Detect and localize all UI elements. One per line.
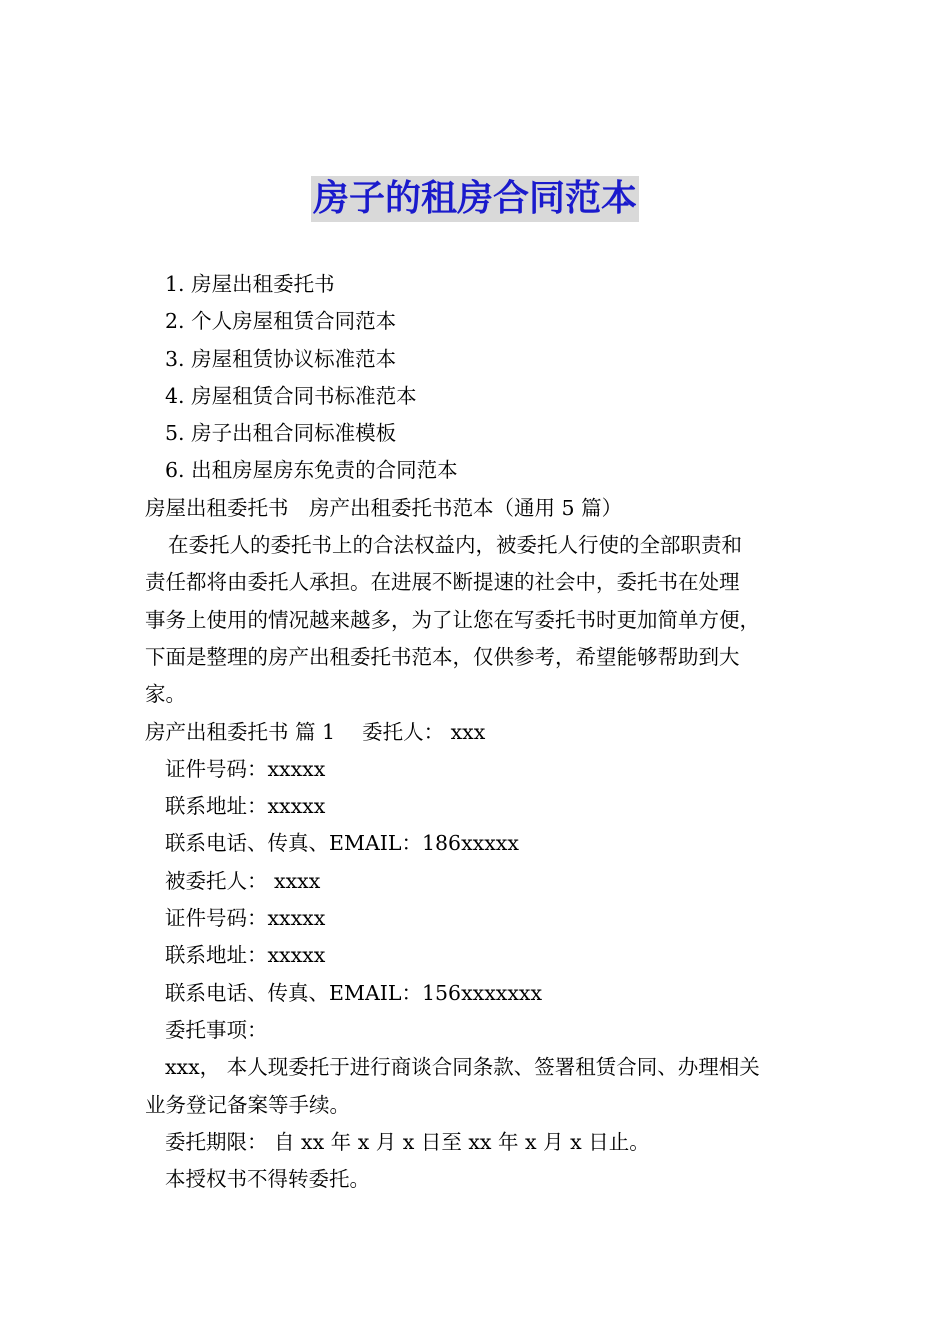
intro-line: 家。 <box>145 682 186 707</box>
table-of-contents <box>145 266 815 490</box>
period-line: 委托期限： 自 xx 年 x 月 x 日至 xx 年 x 月 x 日止。 <box>165 1129 650 1154</box>
field-line: 联系地址：xxxxx <box>165 943 326 968</box>
field-line: 联系地址：xxxxx <box>165 794 326 819</box>
matter-paragraph <box>145 1049 815 1124</box>
title-container <box>0 176 950 222</box>
intro-line: 在委托人的委托书上的合法权益内，被委托人行使的全部职责和 <box>168 533 742 558</box>
field-line: 证件号码：xxxxx <box>165 756 326 781</box>
field-line: 联系电话、传真、EMAIL：156xxxxxxx <box>165 980 543 1005</box>
toc-item: 5. 房子出租合同标准模板 <box>165 421 397 446</box>
document-body <box>145 266 815 1198</box>
article-heading: 房产出租委托书 篇 1 委托人： xxx <box>145 719 486 744</box>
toc-item: 4. 房屋租赁合同书标准范本 <box>165 383 417 408</box>
section-heading: 房屋出租委托书 房产出租委托书范本（通用 5 篇） <box>145 495 623 520</box>
document-title: 房子的租房合同范本 <box>311 176 639 222</box>
toc-item: 6. 出租房屋房东免责的合同范本 <box>165 458 458 483</box>
toc-item: 1. 房屋出租委托书 <box>165 272 335 296</box>
field-line: 联系电话、传真、EMAIL：186xxxxx <box>165 831 519 856</box>
intro-line: 事务上使用的情况越来越多，为了让您在写委托书时更加简单方便， <box>145 607 760 632</box>
field-line: 委托事项： <box>165 1017 268 1042</box>
matter-line: 业务登记备案等手续。 <box>145 1092 350 1117</box>
no-transfer-line: 本授权书不得转委托。 <box>165 1167 370 1192</box>
intro-paragraph <box>145 527 815 713</box>
toc-item: 2. 个人房屋租赁合同范本 <box>165 309 397 334</box>
toc-item: 3. 房屋租赁协议标准范本 <box>165 346 397 371</box>
field-list <box>145 751 815 1049</box>
intro-line: 下面是整理的房产出租委托书范本，仅供参考，希望能够帮助到大 <box>145 644 740 669</box>
field-line: 证件号码：xxxxx <box>165 906 326 931</box>
intro-line: 责任都将由委托人承担。在进展不断提速的社会中，委托书在处理 <box>145 570 740 595</box>
matter-line: xxx， 本人现委托于进行商谈合同条款、签署租赁合同、办理相关 <box>165 1055 760 1080</box>
field-line: 被委托人： xxxx <box>165 868 321 893</box>
